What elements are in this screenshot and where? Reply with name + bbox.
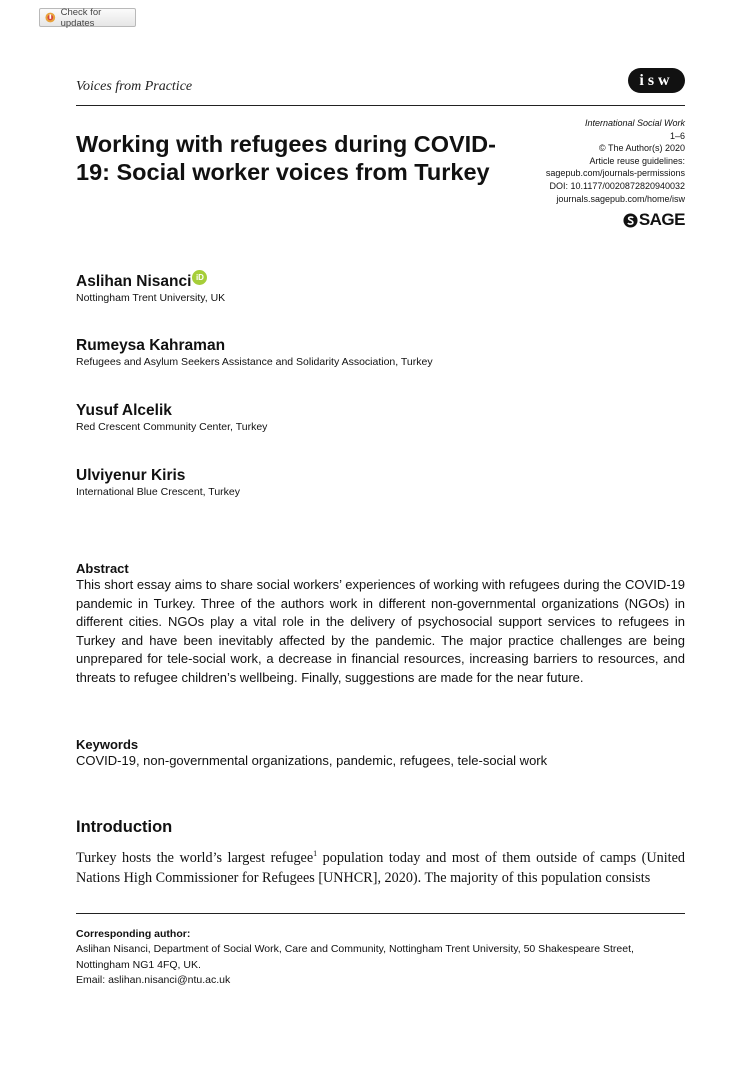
check-for-updates-label: Check for updates — [60, 6, 102, 29]
author-block — [76, 270, 225, 304]
introduction-heading: Introduction — [76, 818, 173, 836]
author-name: Ulviyenur Kiris — [76, 467, 186, 484]
page-range: 1–6 — [669, 130, 685, 141]
journal-home-link[interactable]: journals.sagepub.com/home/isw — [556, 193, 685, 204]
author-affiliation: International Blue Crescent, Turkey — [76, 486, 241, 498]
permissions-link[interactable]: sagepub.com/journals-permissions — [545, 168, 685, 179]
abstract-text: This short essay aims to share social workers’ experiences of working with refugees during the COVID-19 pandemic in Turkey. Three of the authors work in different non-governmental organizations (NGOs) in different cities. NGOs play a vital role in the delivery of psychosocial support services to refugees in Turkey and have been inevitably affected by the pandemic. The major practice challenges are being unprepared for tele-social work, a decrease in financial resources, increasing barriers to resources, and threats to refugee children’s wellbeing. Finally, suggestions are made for the near future. — [76, 577, 685, 685]
sage-logo — [623, 210, 685, 230]
abstract-heading: Abstract — [76, 561, 129, 576]
footnote-rule — [76, 913, 685, 914]
corresponding-email[interactable]: Email: aslihan.nisanci@ntu.ac.uk — [76, 973, 231, 986]
abstract-section — [76, 561, 685, 688]
footnote-marker[interactable]: 1 — [313, 849, 318, 858]
author-name: Rumeysa Kahraman — [76, 337, 226, 354]
journal-logo: isw — [628, 68, 685, 93]
author-affiliation: Red Crescent Community Center, Turkey — [76, 421, 268, 433]
article-meta — [546, 117, 685, 205]
sage-s-icon — [623, 213, 638, 228]
author-affiliation: Nottingham Trent University, UK — [76, 292, 226, 304]
header-rule — [76, 105, 685, 106]
check-for-updates-button[interactable] — [39, 8, 136, 27]
author-block — [76, 467, 240, 498]
section-label: Voices from Practice — [76, 79, 193, 94]
doi[interactable]: DOI: 10.1177/0020872820940032 — [549, 180, 685, 191]
introduction-text: Turkey hosts the world’s largest refugee$^1$ population today and most of them outside of camps (United Nations High Commissioner for Refugees [UNHCR], 2020). The majority of this population consists — [76, 849, 686, 886]
update-badge-icon — [45, 12, 56, 23]
keywords-section — [76, 737, 685, 771]
author-block — [76, 337, 433, 368]
keywords-heading: Keywords — [76, 737, 139, 752]
corresponding-address: Aslihan Nisanci, Department of Social Work, Care and Community, Nottingham Trent University, 50 Shakespeare Street, Nottingham NG1 4FQ, UK. — [76, 943, 634, 971]
reuse-guidelines: Article reuse guidelines: — [589, 155, 685, 166]
author-name: Aslihan Nisanci iD — [76, 270, 225, 291]
corresponding-author — [76, 927, 685, 988]
publisher-name: SAGE — [638, 210, 685, 229]
copyright: © The Author(s) 2020 — [598, 143, 685, 154]
journal-name: International Social Work — [584, 118, 685, 128]
author-block — [76, 402, 267, 433]
keywords-text: COVID-19, non-governmental organizations, pandemic, refugees, tele-social work — [76, 753, 548, 768]
author-affiliation: Refugees and Asylum Seekers Assistance and Solidarity Association, Turkey — [76, 356, 433, 368]
author-name: Yusuf Alcelik — [76, 402, 172, 419]
orcid-icon[interactable]: iD — [192, 270, 207, 285]
article-title: Working with refugees during COVID-19: Social worker voices from Turkey — [76, 131, 496, 185]
corresponding-author-label: Corresponding author: — [76, 928, 191, 940]
